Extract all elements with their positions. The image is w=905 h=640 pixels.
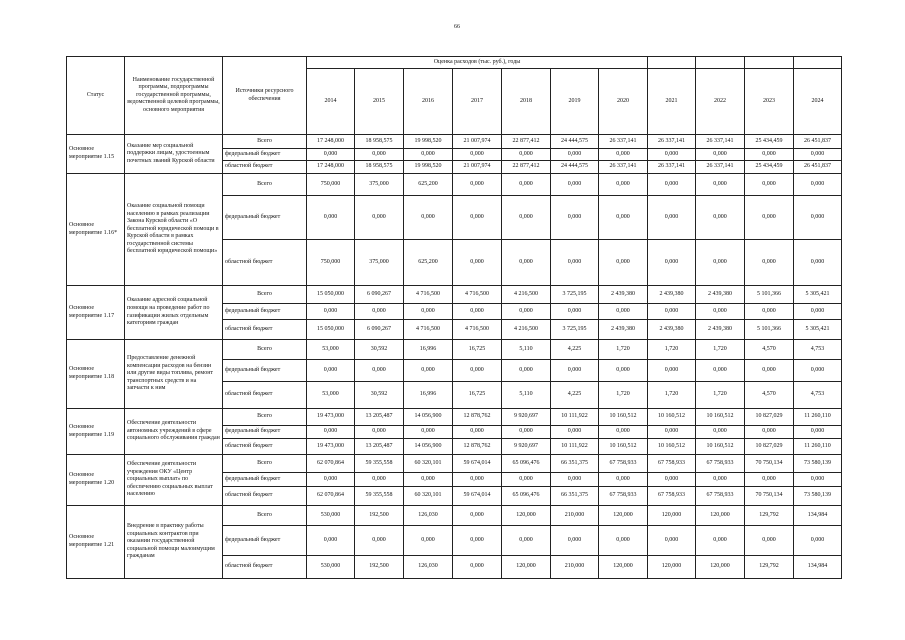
value-cell: 0,000 — [307, 426, 355, 439]
value-cell: 10 160,512 — [599, 439, 648, 455]
value-cell: 6 090,267 — [355, 286, 404, 304]
status-cell: Основное мероприятие 1.17 — [67, 286, 125, 340]
value-cell: 15 050,000 — [307, 286, 355, 304]
value-cell: 129,792 — [745, 506, 794, 526]
source-cell: Всего — [223, 135, 307, 149]
value-cell: 0,000 — [453, 240, 502, 286]
program-name-cell: Обеспечение деятельности автономных учреждений в сфере социального обслуживания граждан — [125, 409, 223, 455]
value-cell: 530,000 — [307, 556, 355, 579]
value-cell: 120,000 — [599, 556, 648, 579]
value-cell: 0,000 — [502, 526, 551, 556]
value-cell: 30,592 — [355, 340, 404, 360]
table-row — [67, 174, 842, 196]
value-cell: 59 674,014 — [453, 455, 502, 473]
source-cell: федеральный бюджет — [223, 304, 307, 320]
value-cell: 10 160,512 — [696, 409, 745, 426]
source-cell: областной бюджет — [223, 320, 307, 340]
value-cell: 0,000 — [355, 526, 404, 556]
value-cell: 0,000 — [307, 473, 355, 487]
value-cell: 0,000 — [696, 473, 745, 487]
value-cell: 0,000 — [453, 149, 502, 161]
value-cell: 0,000 — [794, 304, 842, 320]
source-cell: федеральный бюджет — [223, 149, 307, 161]
value-cell: 0,000 — [794, 426, 842, 439]
value-cell: 25 434,459 — [745, 161, 794, 174]
source-cell: федеральный бюджет — [223, 426, 307, 439]
value-cell: 2 439,380 — [696, 320, 745, 340]
value-cell: 5 101,366 — [745, 320, 794, 340]
value-cell: 120,000 — [502, 506, 551, 526]
value-cell: 5,110 — [502, 340, 551, 360]
value-cell: 0,000 — [307, 526, 355, 556]
value-cell: 0,000 — [502, 174, 551, 196]
value-cell: 0,000 — [502, 240, 551, 286]
value-cell: 10 160,512 — [648, 409, 696, 426]
value-cell: 66 351,375 — [551, 487, 599, 506]
value-cell: 0,000 — [648, 304, 696, 320]
program-name-cell: Оказание мер социальной поддержки лицам, удостоенным почетных званий Курской области — [125, 135, 223, 174]
header-year: 2017 — [453, 69, 502, 135]
value-cell: 16,996 — [404, 382, 453, 409]
value-cell: 67 758,933 — [648, 455, 696, 473]
value-cell: 13 205,487 — [355, 439, 404, 455]
value-cell: 0,000 — [794, 149, 842, 161]
value-cell: 15 050,000 — [307, 320, 355, 340]
source-cell: федеральный бюджет — [223, 526, 307, 556]
value-cell: 210,000 — [551, 506, 599, 526]
value-cell: 5 305,421 — [794, 320, 842, 340]
value-cell: 0,000 — [745, 304, 794, 320]
value-cell: 120,000 — [599, 506, 648, 526]
program-name-cell: Предоставление денежной компенсации расходов на бензин или другие виды топлива, ремонт транспортных средств и на запчасти к ним — [125, 340, 223, 409]
value-cell: 0,000 — [794, 196, 842, 240]
source-cell: областной бюджет — [223, 240, 307, 286]
value-cell: 1,720 — [599, 382, 648, 409]
value-cell: 2 439,380 — [599, 320, 648, 340]
value-cell: 0,000 — [404, 149, 453, 161]
value-cell: 0,000 — [745, 526, 794, 556]
value-cell: 0,000 — [648, 360, 696, 382]
value-cell: 26 337,141 — [648, 135, 696, 149]
value-cell: 375,000 — [355, 174, 404, 196]
table-row — [67, 455, 842, 473]
value-cell: 120,000 — [696, 556, 745, 579]
source-cell: областной бюджет — [223, 487, 307, 506]
header-estimate: Оценка расходов (тыс. руб.), годы — [307, 57, 648, 69]
value-cell: 4,570 — [745, 382, 794, 409]
value-cell: 0,000 — [794, 360, 842, 382]
source-cell: областной бюджет — [223, 382, 307, 409]
value-cell: 0,000 — [794, 473, 842, 487]
value-cell: 16,725 — [453, 382, 502, 409]
value-cell: 67 758,933 — [696, 487, 745, 506]
value-cell: 120,000 — [648, 506, 696, 526]
value-cell: 0,000 — [355, 426, 404, 439]
value-cell: 0,000 — [453, 473, 502, 487]
value-cell: 18 958,575 — [355, 161, 404, 174]
value-cell: 0,000 — [453, 304, 502, 320]
status-cell: Основное мероприятие 1.18 — [67, 340, 125, 409]
value-cell: 4 716,500 — [404, 320, 453, 340]
value-cell: 5 101,366 — [745, 286, 794, 304]
value-cell: 0,000 — [696, 304, 745, 320]
value-cell: 0,000 — [453, 526, 502, 556]
value-cell: 26 337,141 — [696, 161, 745, 174]
value-cell: 10 160,512 — [599, 409, 648, 426]
value-cell: 126,030 — [404, 556, 453, 579]
value-cell: 4 716,500 — [453, 286, 502, 304]
source-cell: Всего — [223, 340, 307, 360]
value-cell: 26 337,141 — [599, 161, 648, 174]
value-cell: 0,000 — [404, 526, 453, 556]
value-cell: 67 758,933 — [696, 455, 745, 473]
header-year: 2020 — [599, 69, 648, 135]
value-cell: 0,000 — [599, 473, 648, 487]
table-row — [67, 340, 842, 360]
value-cell: 4 716,500 — [453, 320, 502, 340]
value-cell: 0,000 — [355, 360, 404, 382]
header-year: 2015 — [355, 69, 404, 135]
value-cell: 0,000 — [355, 304, 404, 320]
value-cell: 192,500 — [355, 556, 404, 579]
value-cell: 26 337,141 — [599, 135, 648, 149]
value-cell: 0,000 — [648, 196, 696, 240]
program-name-cell: Обеспечение деятельности учреждения ОКУ «Центр социальных выплат» по обеспечению социальных выплат населению — [125, 455, 223, 506]
program-name-cell: Внедрение в практику работы социальных контрактов при оказании государственной социальной помощи малоимущим гражданам — [125, 506, 223, 579]
value-cell: 0,000 — [794, 240, 842, 286]
value-cell: 70 750,134 — [745, 487, 794, 506]
source-cell: федеральный бюджет — [223, 196, 307, 240]
status-cell: Основное мероприятие 1.19 — [67, 409, 125, 455]
value-cell: 0,000 — [696, 149, 745, 161]
value-cell: 0,000 — [696, 174, 745, 196]
value-cell: 0,000 — [307, 196, 355, 240]
value-cell: 5,110 — [502, 382, 551, 409]
source-cell: областной бюджет — [223, 439, 307, 455]
value-cell: 66 351,375 — [551, 455, 599, 473]
value-cell: 0,000 — [745, 174, 794, 196]
value-cell: 0,000 — [551, 526, 599, 556]
value-cell: 0,000 — [453, 174, 502, 196]
value-cell: 0,000 — [307, 360, 355, 382]
page-number: 66 — [454, 24, 460, 30]
value-cell: 0,000 — [599, 304, 648, 320]
value-cell: 0,000 — [355, 149, 404, 161]
header-blank-cell — [696, 57, 745, 69]
value-cell: 0,000 — [551, 196, 599, 240]
header-blank-cell — [648, 57, 696, 69]
value-cell: 1,720 — [696, 340, 745, 360]
value-cell: 25 434,459 — [745, 135, 794, 149]
value-cell: 4 716,500 — [404, 286, 453, 304]
value-cell: 53,000 — [307, 382, 355, 409]
value-cell: 22 877,412 — [502, 135, 551, 149]
value-cell: 26 337,141 — [696, 135, 745, 149]
value-cell: 18 958,575 — [355, 135, 404, 149]
header-year: 2023 — [745, 69, 794, 135]
value-cell: 750,000 — [307, 240, 355, 286]
value-cell: 0,000 — [453, 506, 502, 526]
value-cell: 0,000 — [599, 149, 648, 161]
value-cell: 59 674,014 — [453, 487, 502, 506]
value-cell: 70 750,134 — [745, 455, 794, 473]
value-cell: 4,570 — [745, 340, 794, 360]
value-cell: 120,000 — [648, 556, 696, 579]
header-program-name: Наименование государственной программы, подпрограммы государственной программы, ведомственной целевой программы, основного мероприятия — [125, 57, 223, 135]
value-cell: 0,000 — [648, 473, 696, 487]
table-row — [67, 409, 842, 426]
value-cell: 22 877,412 — [502, 161, 551, 174]
value-cell: 24 444,575 — [551, 161, 599, 174]
value-cell: 2 439,380 — [648, 286, 696, 304]
value-cell: 12 878,762 — [453, 409, 502, 426]
table-row — [67, 506, 842, 526]
source-cell: федеральный бюджет — [223, 360, 307, 382]
value-cell: 375,000 — [355, 240, 404, 286]
table-row — [67, 135, 842, 149]
value-cell: 4,753 — [794, 340, 842, 360]
header-status: Статус — [67, 57, 125, 135]
value-cell: 0,000 — [307, 304, 355, 320]
value-cell: 14 056,900 — [404, 439, 453, 455]
value-cell: 0,000 — [551, 240, 599, 286]
value-cell: 1,720 — [696, 382, 745, 409]
value-cell: 0,000 — [502, 149, 551, 161]
value-cell: 0,000 — [599, 196, 648, 240]
value-cell: 26 451,837 — [794, 161, 842, 174]
source-cell: Всего — [223, 506, 307, 526]
value-cell: 13 205,487 — [355, 409, 404, 426]
value-cell: 24 444,575 — [551, 135, 599, 149]
value-cell: 0,000 — [745, 473, 794, 487]
status-cell: Основное мероприятие 1.16* — [67, 174, 125, 286]
value-cell: 10 160,512 — [696, 439, 745, 455]
value-cell: 530,000 — [307, 506, 355, 526]
value-cell: 9 920,697 — [502, 439, 551, 455]
value-cell: 19 998,520 — [404, 135, 453, 149]
value-cell: 0,000 — [551, 304, 599, 320]
expense-estimate-table — [66, 56, 842, 579]
value-cell: 10 827,029 — [745, 409, 794, 426]
value-cell: 0,000 — [404, 304, 453, 320]
value-cell: 0,000 — [404, 360, 453, 382]
value-cell: 0,000 — [599, 360, 648, 382]
value-cell: 6 090,267 — [355, 320, 404, 340]
value-cell: 1,720 — [599, 340, 648, 360]
value-cell: 0,000 — [404, 473, 453, 487]
value-cell: 19 998,520 — [404, 161, 453, 174]
value-cell: 0,000 — [551, 360, 599, 382]
value-cell: 0,000 — [648, 174, 696, 196]
value-cell: 2 439,380 — [696, 286, 745, 304]
source-cell: областной бюджет — [223, 161, 307, 174]
value-cell: 67 758,933 — [599, 455, 648, 473]
value-cell: 0,000 — [599, 426, 648, 439]
value-cell: 1,720 — [648, 340, 696, 360]
source-cell: областной бюджет — [223, 556, 307, 579]
value-cell: 0,000 — [696, 360, 745, 382]
value-cell: 30,592 — [355, 382, 404, 409]
value-cell: 0,000 — [745, 426, 794, 439]
value-cell: 59 355,558 — [355, 487, 404, 506]
value-cell: 0,000 — [355, 473, 404, 487]
value-cell: 16,996 — [404, 340, 453, 360]
source-cell: Всего — [223, 409, 307, 426]
header-year: 2018 — [502, 69, 551, 135]
source-cell: федеральный бюджет — [223, 473, 307, 487]
header-year: 2014 — [307, 69, 355, 135]
status-cell: Основное мероприятие 1.20 — [67, 455, 125, 506]
value-cell: 0,000 — [696, 196, 745, 240]
value-cell: 3 725,195 — [551, 320, 599, 340]
value-cell: 0,000 — [794, 174, 842, 196]
value-cell: 26 337,141 — [648, 161, 696, 174]
value-cell: 0,000 — [404, 426, 453, 439]
value-cell: 0,000 — [648, 149, 696, 161]
value-cell: 0,000 — [502, 196, 551, 240]
value-cell: 4 216,500 — [502, 286, 551, 304]
value-cell: 210,000 — [551, 556, 599, 579]
value-cell: 4,753 — [794, 382, 842, 409]
value-cell: 0,000 — [551, 149, 599, 161]
value-cell: 0,000 — [453, 196, 502, 240]
value-cell: 129,792 — [745, 556, 794, 579]
value-cell: 73 580,139 — [794, 455, 842, 473]
value-cell: 0,000 — [502, 304, 551, 320]
value-cell: 750,000 — [307, 174, 355, 196]
value-cell: 0,000 — [599, 526, 648, 556]
program-name-cell: Оказание социальной помощи населению в рамках реализации Закона Курской области «О бесплатной юридической помощи в Курской области в рамках государственной системы бесплатной юридической помощи» — [125, 174, 223, 286]
value-cell: 0,000 — [696, 240, 745, 286]
value-cell: 9 920,697 — [502, 409, 551, 426]
value-cell: 4,225 — [551, 382, 599, 409]
value-cell: 3 725,195 — [551, 286, 599, 304]
header-year: 2021 — [648, 69, 696, 135]
value-cell: 120,000 — [696, 506, 745, 526]
value-cell: 10 827,029 — [745, 439, 794, 455]
value-cell: 0,000 — [696, 526, 745, 556]
value-cell: 73 580,139 — [794, 487, 842, 506]
value-cell: 0,000 — [502, 473, 551, 487]
value-cell: 4,225 — [551, 340, 599, 360]
value-cell: 1,720 — [648, 382, 696, 409]
value-cell: 10 160,512 — [648, 439, 696, 455]
table-row — [67, 286, 842, 304]
value-cell: 0,000 — [355, 196, 404, 240]
source-cell: Всего — [223, 286, 307, 304]
value-cell: 0,000 — [307, 149, 355, 161]
value-cell: 0,000 — [745, 196, 794, 240]
value-cell: 0,000 — [599, 174, 648, 196]
value-cell: 0,000 — [551, 473, 599, 487]
value-cell: 17 248,000 — [307, 135, 355, 149]
value-cell: 53,000 — [307, 340, 355, 360]
value-cell: 0,000 — [794, 526, 842, 556]
value-cell: 0,000 — [404, 196, 453, 240]
value-cell: 17 248,000 — [307, 161, 355, 174]
value-cell: 0,000 — [453, 426, 502, 439]
status-cell: Основное мероприятие 1.21 — [67, 506, 125, 579]
value-cell: 26 451,837 — [794, 135, 842, 149]
value-cell: 11 260,110 — [794, 439, 842, 455]
value-cell: 67 758,933 — [599, 487, 648, 506]
header-blank-cell — [794, 57, 842, 69]
header-year: 2022 — [696, 69, 745, 135]
source-cell: Всего — [223, 174, 307, 196]
value-cell: 126,030 — [404, 506, 453, 526]
value-cell: 67 758,933 — [648, 487, 696, 506]
source-cell: Всего — [223, 455, 307, 473]
value-cell: 0,000 — [648, 526, 696, 556]
header-year: 2024 — [794, 69, 842, 135]
value-cell: 0,000 — [648, 426, 696, 439]
value-cell: 0,000 — [453, 360, 502, 382]
value-cell: 2 439,380 — [648, 320, 696, 340]
value-cell: 0,000 — [502, 426, 551, 439]
value-cell: 625,200 — [404, 240, 453, 286]
value-cell: 60 320,101 — [404, 455, 453, 473]
header-year: 2016 — [404, 69, 453, 135]
value-cell: 19 473,000 — [307, 439, 355, 455]
value-cell: 4 216,500 — [502, 320, 551, 340]
value-cell: 0,000 — [551, 174, 599, 196]
value-cell: 62 070,864 — [307, 455, 355, 473]
value-cell: 192,500 — [355, 506, 404, 526]
value-cell: 19 473,000 — [307, 409, 355, 426]
value-cell: 59 355,558 — [355, 455, 404, 473]
value-cell: 0,000 — [551, 426, 599, 439]
value-cell: 0,000 — [453, 556, 502, 579]
value-cell: 134,984 — [794, 556, 842, 579]
value-cell: 0,000 — [745, 149, 794, 161]
value-cell: 0,000 — [648, 240, 696, 286]
value-cell: 0,000 — [599, 240, 648, 286]
value-cell: 62 070,864 — [307, 487, 355, 506]
value-cell: 0,000 — [745, 240, 794, 286]
value-cell: 11 260,110 — [794, 409, 842, 426]
value-cell: 14 056,900 — [404, 409, 453, 426]
value-cell: 120,000 — [502, 556, 551, 579]
value-cell: 21 007,974 — [453, 161, 502, 174]
value-cell: 65 096,476 — [502, 455, 551, 473]
value-cell: 12 878,762 — [453, 439, 502, 455]
value-cell: 10 111,922 — [551, 409, 599, 426]
header-year: 2019 — [551, 69, 599, 135]
value-cell: 0,000 — [696, 426, 745, 439]
value-cell: 10 111,922 — [551, 439, 599, 455]
value-cell: 5 305,421 — [794, 286, 842, 304]
header-blank-cell — [745, 57, 794, 69]
value-cell: 16,725 — [453, 340, 502, 360]
value-cell: 0,000 — [502, 360, 551, 382]
value-cell: 0,000 — [745, 360, 794, 382]
value-cell: 134,984 — [794, 506, 842, 526]
program-name-cell: Оказание адресной социальной помощи на проведение работ по газификации жилых отдельным категориям граждан — [125, 286, 223, 340]
value-cell: 65 096,476 — [502, 487, 551, 506]
status-cell: Основное мероприятие 1.15 — [67, 135, 125, 174]
value-cell: 21 007,974 — [453, 135, 502, 149]
value-cell: 60 320,101 — [404, 487, 453, 506]
value-cell: 625,200 — [404, 174, 453, 196]
value-cell: 2 439,380 — [599, 286, 648, 304]
header-sources: Источники ресурсного обеспечения — [223, 57, 307, 135]
